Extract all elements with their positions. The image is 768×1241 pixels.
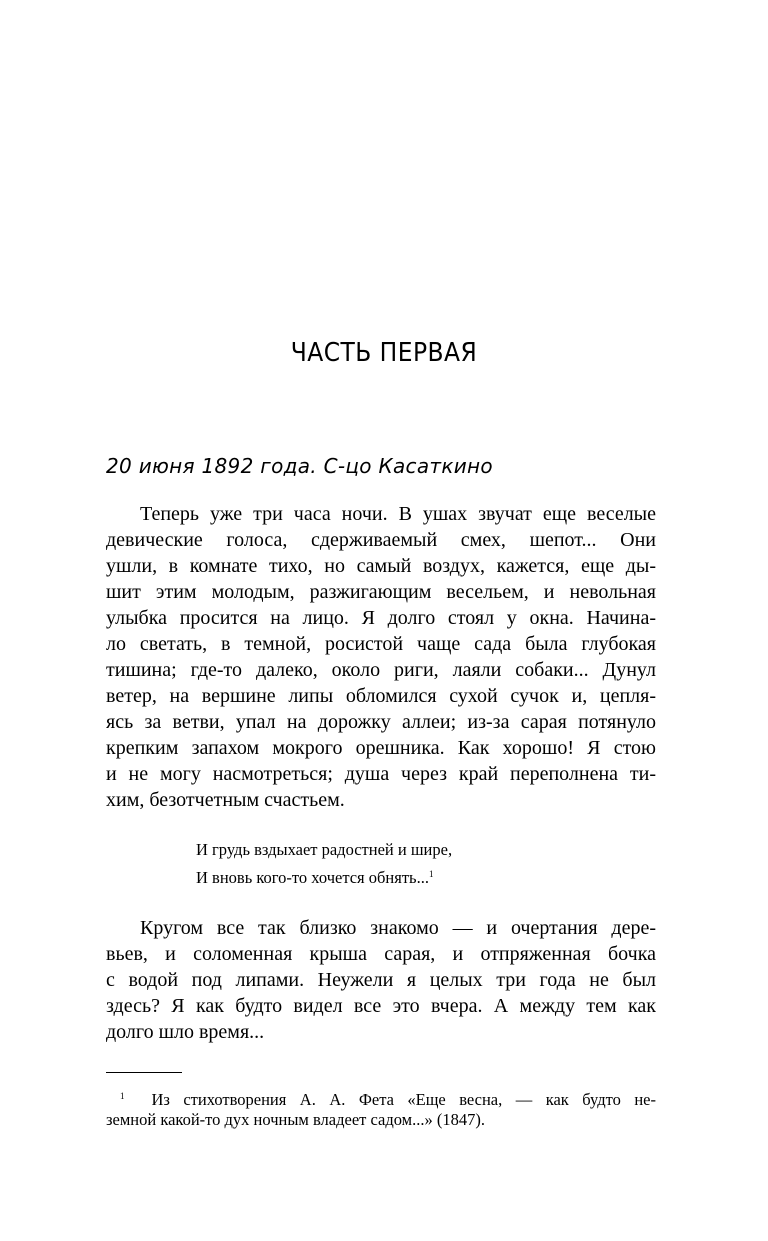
paragraph2-line: вьев, и соломенная крыша сарая, и отпряженная бочка <box>106 943 656 965</box>
footnote-line <box>120 1086 656 1110</box>
poem-line-text: И вновь кого-то хочется обнять... <box>196 868 429 887</box>
paragraph2-line: с водой под липами. Неужели я целых три года не был <box>106 969 656 991</box>
paragraph2-line: долго шло время... <box>106 1021 265 1043</box>
paragraph1-line: шит этим молодым, разжигающим весельем, и невольная <box>106 581 656 603</box>
footnote-text: Из стихотворения А. А. Фета «Еще весна, — как будто не- <box>151 1090 657 1109</box>
footnote-mark: 1 <box>120 1091 125 1101</box>
footnote-reference: 1 <box>428 869 434 879</box>
paragraph1-line: ушли, в комнате тихо, но самый воздух, кажется, еще ды- <box>106 555 656 577</box>
paragraph1-line: девические голоса, сдерживаемый смех, шепот... Они <box>106 529 656 551</box>
paragraph1-line: хим, безотчетным счастьем. <box>106 789 345 811</box>
paragraph1-line: и не могу насмотреться; душа через край переполнена ти- <box>106 763 656 785</box>
poem-line <box>196 864 433 888</box>
paragraph1-line: ветер, на вершине липы обломился сухой сучок и, цепля- <box>106 685 656 707</box>
entry-heading: 20 июня 1892 года. С-цо Касаткино <box>106 454 493 478</box>
paragraph2-line: Кругом все так близко знакомо — и очертания дере- <box>140 917 656 939</box>
footnote-line: земной какой-то дух ночным владеет садом...» (1847). <box>106 1110 485 1129</box>
paragraph1-line: тишина; где-то далеко, около риги, лаяли собаки... Дунул <box>106 659 656 681</box>
poem-line: И грудь вздыхает радостней и шире, <box>196 840 453 859</box>
paragraph1-line: улыбка просится на лицо. Я долго стоял у окна. Начина- <box>106 607 656 629</box>
paragraph2-line: здесь? Я как будто видел все это вчера. А между тем как <box>106 995 656 1017</box>
paragraph1-line: ясь за ветви, упал на дорожку аллеи; из-за сарая потянуло <box>106 711 656 733</box>
part-title: ЧАСТЬ ПЕРВАЯ <box>290 338 478 368</box>
paragraph1-line: ло светать, в темной, росистой чаще сада была глубокая <box>106 633 656 655</box>
paragraph1-line: крепким запахом мокрого орешника. Как хорошо! Я стою <box>106 737 656 759</box>
paragraph1-line: Теперь уже три часа ночи. В ушах звучат еще веселые <box>140 503 656 525</box>
footnote-rule <box>106 1072 182 1073</box>
